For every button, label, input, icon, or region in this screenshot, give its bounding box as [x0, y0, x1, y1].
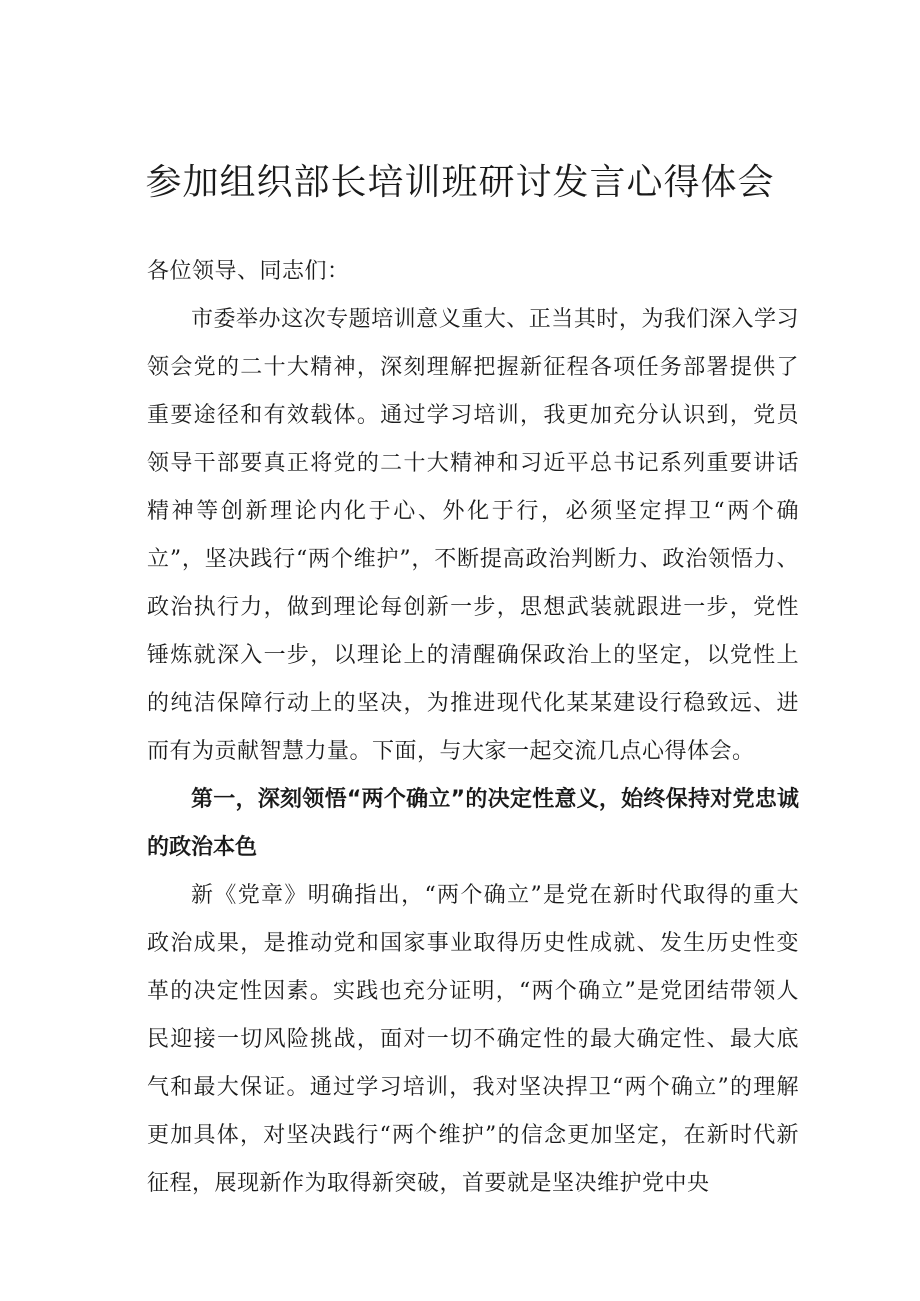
paragraph-section-1: 新《党章》明确指出，“两个确立”是党在新时代取得的重大政治成果，是推动党和国家事业取得历史性成就、发生历史性变革的决定性因素。实践也充分证明，“两个确立”是党团结带领人民迎接一切风险挑战，面对一切不确定性的最大确定性、最大底气和最大保证。通过学习培训，我对坚决捍卫“两个确立”的理解更加具体，对坚决践行“两个维护”的信念更加坚定，在新时代新征程，展现新作为取得新突破，首要就是坚决维护党中央: [147, 883, 799, 1196]
salutation: 各位领导、同志们：: [147, 259, 350, 284]
section-heading-1: 第一，深刻领悟“两个确立”的决定性意义，始终保持对党忠诚的政治本色: [147, 787, 799, 860]
paragraph-intro: 市委举办这次专题培训意义重大、正当其时，为我们深入学习领会党的二十大精神，深刻理解把握新征程各项任务部署提供了重要途径和有效载体。通过学习培训，我更加充分认识到，党员领导干部要真正将党的二十大精神和习近平总书记系列重要讲话精神等创新理论内化于心、外化于行，必须坚定捍卫“两个确立”，坚决践行“两个维护”，不断提高政治判断力、政治领悟力、政治执行力，做到理论每创新一步，思想武装就跟进一步，党性锤炼就深入一步，以理论上的清醒确保政治上的坚定，以党性上的纯洁保障行动上的坚决，为推进现代化某某建设行稳致远、进而有为贡献智慧力量。下面，与大家一起交流几点心得体会。: [147, 307, 799, 764]
document-title: 参加组织部长培训班研讨发言心得体会: [145, 162, 775, 203]
document-body: [147, 248, 799, 1208]
